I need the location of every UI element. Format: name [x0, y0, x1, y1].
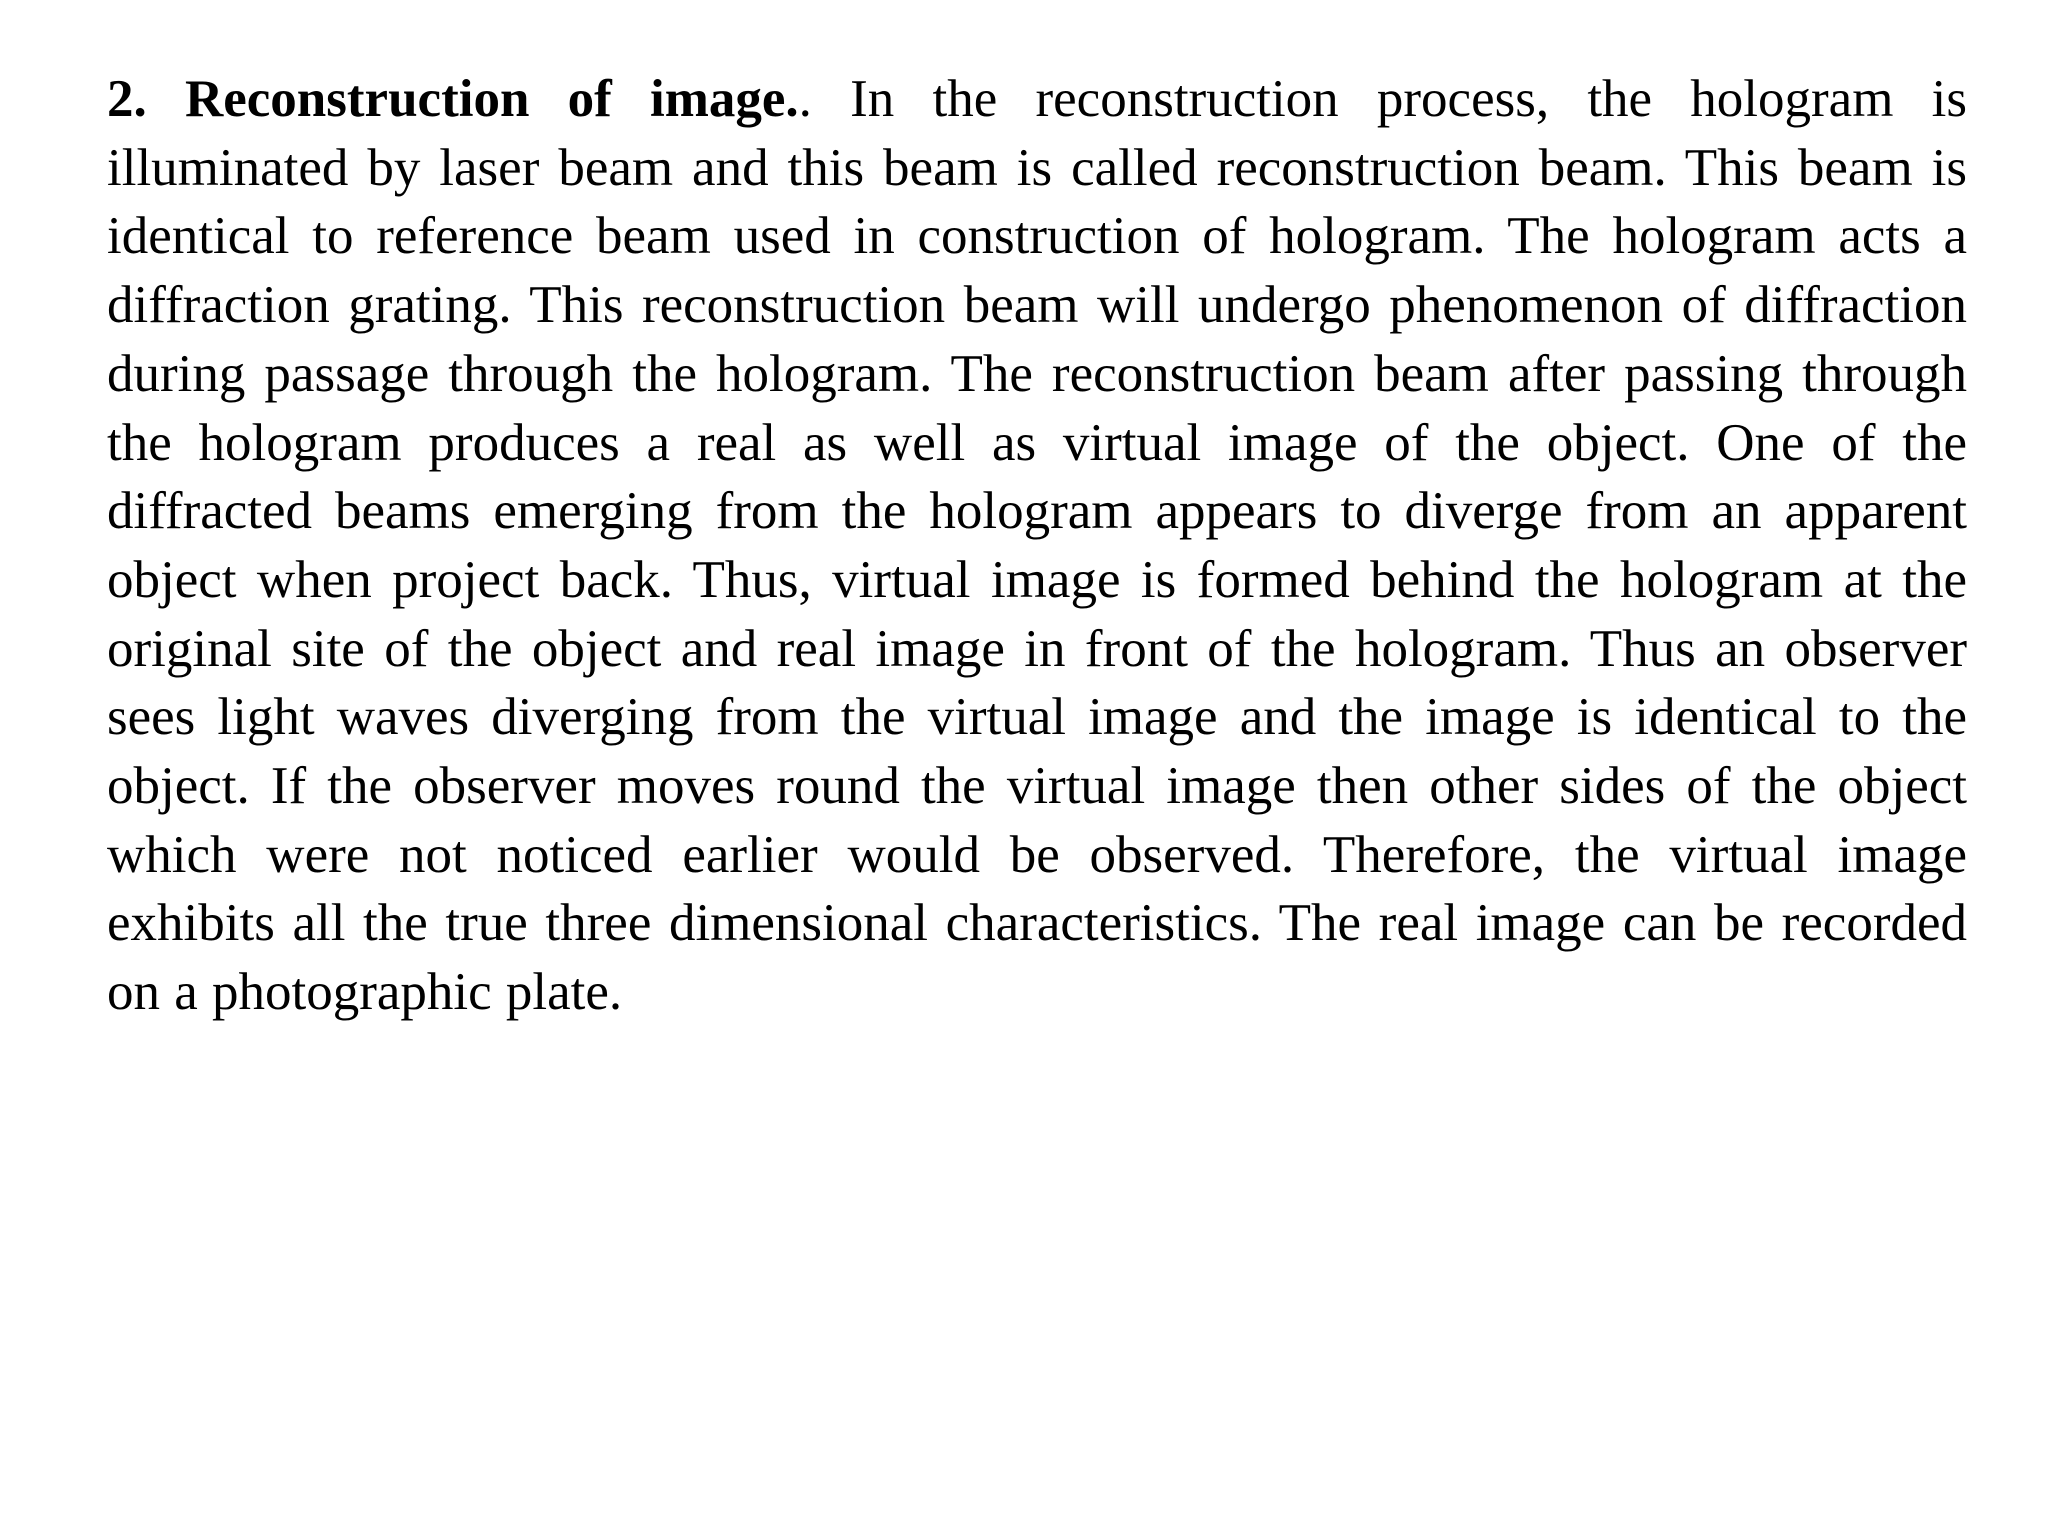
section-heading: 2. Reconstruction of image. [107, 70, 799, 128]
paragraph-body: In the reconstruction process, the hologram is illuminated by laser beam and this beam is called reconstruction beam. This beam is identical to reference beam used in construction of hologram. The hologram acts a diffraction grating. This reconstruction beam will undergo phenomenon of diffraction during passage through the hologram. The reconstruction beam after passing through the hologram produces a real as well as virtual image of the object. One of the diffracted beams emerging from the hologram appears to diverge from an apparent object when project back. Thus, virtual image is formed behind the hologram at the original site of the object and real image in front of the hologram. Thus an observer sees light waves diverging from the virtual image and the image is identical to the object. If the observer moves round the virtual image then other sides of the object which were not noticed earlier would be observed. Therefore, the virtual image exhibits all the true three dimensional characteristics. The real image can be recorded on a photographic plate. [107, 70, 1967, 1022]
heading-punctuation: . [798, 70, 851, 128]
reconstruction-paragraph [107, 65, 1967, 1027]
